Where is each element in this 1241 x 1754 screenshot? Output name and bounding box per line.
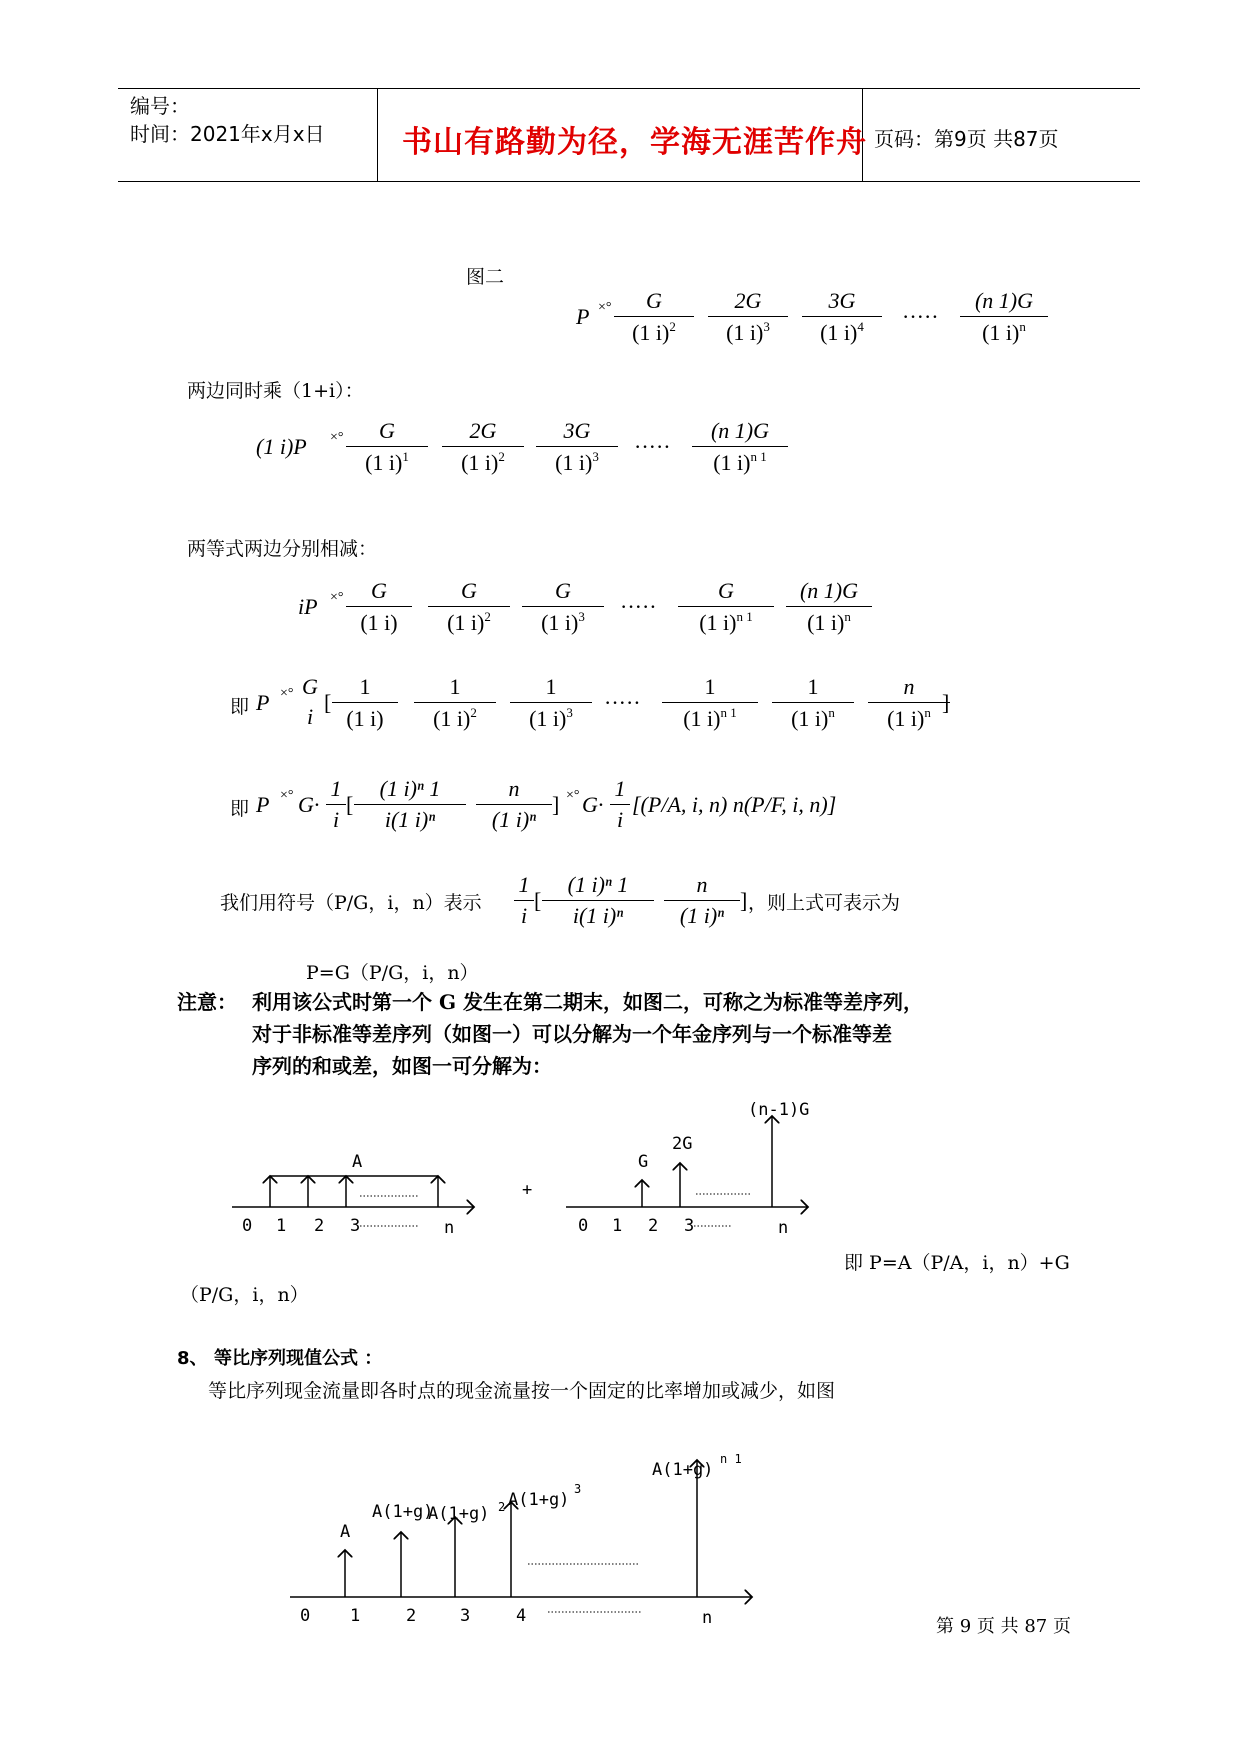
symbol-open-bracket: [ bbox=[534, 888, 542, 913]
eq1-term-1: $\frac{G}{(1 i)^2}$ bbox=[614, 288, 694, 346]
diagram2-tick: 3 bbox=[460, 1606, 471, 1626]
diagram1-right-tick: 3 bbox=[684, 1216, 695, 1236]
eq4-equals-sign: ×° bbox=[280, 686, 294, 701]
diagram1-left-tick: n bbox=[444, 1218, 455, 1238]
eq4-term-last3: $\frac{n}{(1 i)^n}$ bbox=[868, 674, 950, 732]
eq5-close-bracket: ] bbox=[552, 792, 560, 817]
eq1-term-2: $\frac{2G}{(1 i)^3}$ bbox=[708, 288, 788, 346]
eq1-term-3: $\frac{3G}{(1 i)^4}$ bbox=[802, 288, 882, 346]
eq2-term-last: $\frac{(n 1)G}{(1 i)^{n 1}}$ bbox=[692, 418, 788, 476]
eq3-term-3: $\frac{G}{(1 i)^3}$ bbox=[522, 578, 604, 636]
diagram1-left-tick: 2 bbox=[314, 1216, 325, 1236]
diagram1-right-tick: n bbox=[778, 1218, 789, 1238]
eq2-term-1: $\frac{G}{(1 i)^1}$ bbox=[346, 418, 428, 476]
diagram1-left-tick: 1 bbox=[276, 1216, 287, 1236]
eq2-term-2: $\frac{2G}{(1 i)^2}$ bbox=[442, 418, 524, 476]
eq3-equals-sign: ×° bbox=[330, 590, 344, 605]
symbol-one-over-i: $\frac{1}{i}$ bbox=[514, 872, 534, 929]
eq4-term-last1: $\frac{1}{(1 i)^{n 1}}$ bbox=[662, 674, 758, 732]
diagram2-exponent: 2 bbox=[498, 1500, 506, 1514]
diagram1-right-label-n1g: (n-1)G bbox=[748, 1100, 810, 1120]
diagram2-label: A bbox=[340, 1522, 351, 1542]
eq3-term-last2: $\frac{(n 1)G}{(1 i)^n}$ bbox=[786, 578, 872, 636]
eq4-coef: G i bbox=[302, 674, 318, 729]
diagram2-exponent: 3 bbox=[574, 1482, 582, 1496]
eq5-one-over-i-2: $\frac{1}{i}$ bbox=[610, 776, 630, 833]
eq3-term-1: $\frac{G}{(1 i)}$ bbox=[346, 578, 412, 636]
section-8-number: 8、 bbox=[177, 1348, 208, 1369]
eq1-equals-sign: ×° bbox=[598, 300, 612, 315]
eq5-prefix: 即 bbox=[230, 798, 250, 820]
eq4-close-bracket: ] bbox=[942, 690, 950, 715]
text-multiply: 两边同时乘（1+i）： bbox=[187, 380, 364, 402]
diagram1-right-label-2g: 2G bbox=[672, 1134, 693, 1154]
eq2-term-3: $\frac{3G}{(1 i)^3}$ bbox=[536, 418, 618, 476]
eq5-equals-sign-2: ×° bbox=[566, 788, 580, 803]
eq4-lhs: P bbox=[256, 690, 270, 715]
eq4-prefix: 即 bbox=[230, 696, 250, 718]
diagram2-tick: 2 bbox=[406, 1606, 417, 1626]
eq4-open-bracket: [ bbox=[324, 690, 332, 715]
formula-pg: P=G（P/G，i，n） bbox=[306, 962, 479, 984]
note-line-2: 对于非标准等差序列（如图一）可以分解为一个年金序列与一个标准等差 bbox=[252, 1022, 892, 1046]
eq4-term-last2: $\frac{1}{(1 i)^n}$ bbox=[772, 674, 854, 732]
note-line-3: 序列的和或差，如图一可分解为： bbox=[252, 1054, 552, 1078]
diagram1-right-label-g: G bbox=[638, 1152, 649, 1172]
eq5-tail-g: G· bbox=[582, 792, 604, 817]
eq3-term-2: $\frac{G}{(1 i)^2}$ bbox=[428, 578, 510, 636]
page-footer: 第 9 页 共 87 页 bbox=[936, 1616, 1071, 1637]
diagram2-tick: 1 bbox=[350, 1606, 361, 1626]
eq4-term-2: $\frac{1}{(1 i)^2}$ bbox=[414, 674, 496, 732]
diagram2-label: A(1+g) bbox=[652, 1460, 714, 1480]
diagram1-left-label-a: A bbox=[352, 1152, 363, 1172]
diagram1-right-tick: 2 bbox=[648, 1216, 659, 1236]
header-time-label: 时间：2021年x月x日 bbox=[130, 122, 325, 146]
eq4-term-1: $\frac{1}{(1 i)}$ bbox=[332, 674, 398, 732]
eq1-term-last: $\frac{(n 1)G}{(1 i)^n}$ bbox=[960, 288, 1048, 346]
eq4-ellipsis: ····· bbox=[604, 690, 641, 715]
diagram2 bbox=[290, 1460, 752, 1612]
section-8-desc: 等比序列现金流量即各时点的现金流量按一个固定的比率增加或减少，如图 bbox=[208, 1380, 836, 1402]
diagram2-label: A(1+g) bbox=[372, 1502, 434, 1522]
eq4-term-3: $\frac{1}{(1 i)^3}$ bbox=[510, 674, 592, 732]
eq5-fraction-1: $\frac{\text{(1 i)ⁿ 1}}{\text{i(1 i)ⁿ}}$ bbox=[354, 776, 466, 833]
diagram2-tick: n bbox=[702, 1608, 713, 1628]
diagram1-right bbox=[566, 1116, 808, 1226]
symbol-fraction-1: $\frac{\text{(1 i)ⁿ 1}}{\text{i(1 i)ⁿ}}$ bbox=[542, 872, 654, 929]
eq2-equals-sign: ×° bbox=[330, 430, 344, 445]
symbol-close-bracket: ] bbox=[740, 888, 748, 913]
eq5-open-bracket: [ bbox=[346, 792, 354, 817]
eq5-one-over-i: $\frac{1}{i}$ bbox=[326, 776, 346, 833]
eq5-g: G· bbox=[298, 792, 320, 817]
symbol-fraction-2: $\frac{n}{\text{(1 i)ⁿ}}$ bbox=[664, 872, 740, 929]
eq5-fraction-2: $\frac{n}{\text{(1 i)ⁿ}}$ bbox=[476, 776, 552, 833]
eq5-lhs: P bbox=[256, 792, 270, 817]
diagram2-tick: 0 bbox=[300, 1606, 311, 1626]
eq3-ellipsis: ····· bbox=[620, 594, 657, 619]
note-line-1: 利用该公式时第一个 G 发生在第二期末，如图二，可称之为标准等差序列， bbox=[252, 990, 924, 1014]
eq1-lhs: P bbox=[576, 304, 590, 329]
diagram1-right-tick: 1 bbox=[612, 1216, 623, 1236]
note-label: 注意： bbox=[177, 990, 237, 1014]
diagram1-plus: + bbox=[522, 1180, 533, 1200]
eq2-ellipsis: ····· bbox=[634, 434, 671, 459]
diagram2-label: A(1+g) bbox=[428, 1504, 490, 1524]
eq5-equals-sign: ×° bbox=[280, 788, 294, 803]
diagram1-left-tick: 3 bbox=[350, 1216, 361, 1236]
eq1-ellipsis: ····· bbox=[902, 304, 939, 329]
figure-label: 图二 bbox=[466, 266, 505, 288]
diagram1-right-tick: 0 bbox=[578, 1216, 589, 1236]
header-number-label: 编号： bbox=[130, 94, 190, 118]
text-symbol-pre: 我们用符号（P/G，i，n）表示 bbox=[220, 892, 482, 914]
result-line-1: 即 P=A（P/A，i，n）+G bbox=[844, 1252, 1070, 1274]
text-symbol-post: ，则上式可表示为 bbox=[748, 892, 901, 914]
diagram1-left-tick: 0 bbox=[242, 1216, 253, 1236]
header-motto: 书山有路勤为径，学海无涯苦作舟 bbox=[402, 125, 867, 160]
eq2-lhs: (1 i)P bbox=[256, 434, 307, 459]
text-subtract: 两等式两边分别相减： bbox=[187, 538, 378, 560]
diagram2-label: A(1+g) bbox=[508, 1490, 570, 1510]
eq3-lhs: iP bbox=[298, 594, 318, 619]
eq3-term-last1: $\frac{G}{(1 i)^{n 1}}$ bbox=[678, 578, 774, 636]
header-page-info: 页码：第9页 共87页 bbox=[874, 127, 1059, 151]
section-8-title: 等比序列现值公式 ： bbox=[214, 1348, 383, 1369]
diagram2-exponent: n 1 bbox=[720, 1452, 742, 1466]
result-line-2: （P/G，i，n） bbox=[180, 1284, 309, 1306]
diagram2-tick: 4 bbox=[516, 1606, 527, 1626]
eq5-tail: [(P/A, i, n) n(P/F, i, n)] bbox=[632, 792, 837, 817]
